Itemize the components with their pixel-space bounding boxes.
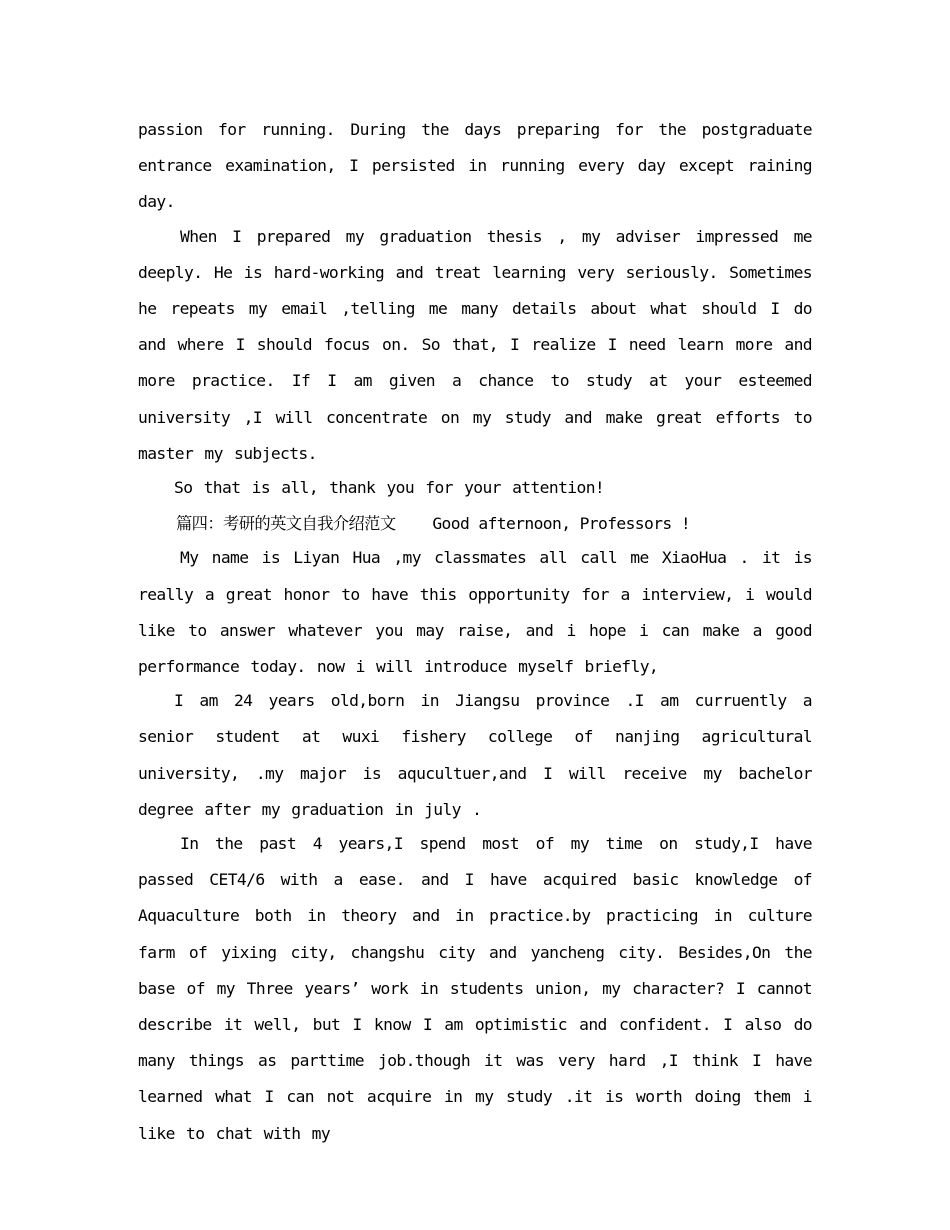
document-page bbox=[138, 112, 812, 1152]
section-heading-line bbox=[138, 506, 812, 542]
paragraph-age: I am 24 years old,born in Jiangsu province .I am curruently a senior student at wuxi fishery college of nanjing agricultural university, .my major is aqucultuer,and I will receive my bachelor degree after my graduation in july . bbox=[138, 691, 812, 819]
paragraph-name: My name is Liyan Hua ,my classmates all call me XiaoHua . it is really a great honor to have this opportunity for a interview, i would like to answer whatever you may raise, and i hope i can make a good performance today. now i will introduce myself briefly, bbox=[138, 548, 812, 677]
paragraph-study: In the past 4 years,I spend most of my time on study,I have passed CET4/6 with a ease. and I have acquired basic knowledge of Aquaculture both in theory and in practice.by practicing in culture farm of yixing city, changshu city and yancheng city. Besides,On the base of my Three years’ work in students union, my character? I cannot describe it well, but I know I am optimistic and confident. I also do many things as parttime job.though it was very hard ,I think I have learned what I can not acquire in my study .it is worth doing them i like to chat with my bbox=[138, 834, 812, 1143]
greeting: Good afternoon, Professors ! bbox=[432, 514, 691, 534]
paragraph-closing: So that is all, thank you for your attention! bbox=[174, 478, 605, 498]
paragraph-running: passion for running. During the days preparing for the postgraduate entrance examination, I persisted in running every day except raining day. bbox=[138, 120, 812, 212]
section-heading: 篇四：考研的英文自我介绍范文 bbox=[176, 514, 396, 534]
paragraph-thesis: When I prepared my graduation thesis , my adviser impressed me deeply. He is hard-working and treat learning very seriously. Sometimes he repeats my email ,telling me many details about what should I do and where I should focus on. So that, I realize I need learn more and more practice. If I am given a chance to study at your esteemed university ,I will concentrate on my study and make great efforts to master my subjects. bbox=[138, 226, 812, 463]
